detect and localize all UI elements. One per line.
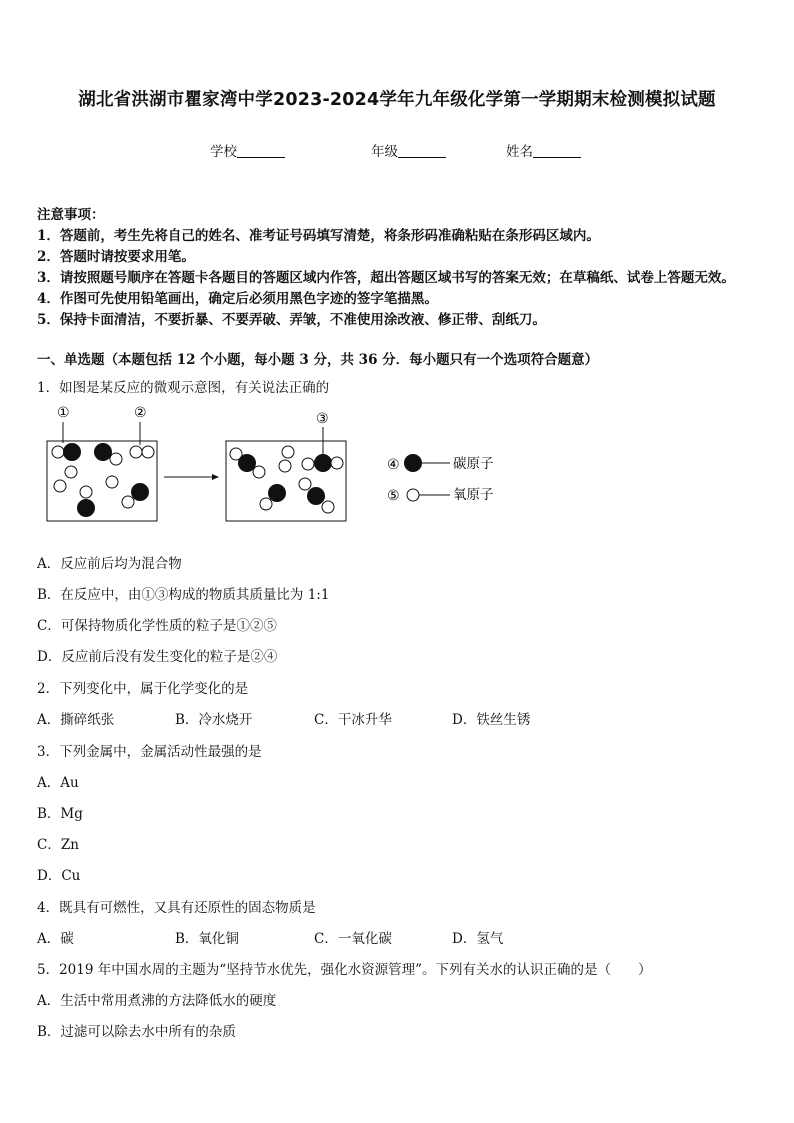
question-4-stem: 4．既具有可燃性，又具有还原性的固态物质是 [37, 900, 316, 916]
legend-carbon-label: 碳原子 [453, 456, 494, 472]
carbon-atom [308, 488, 325, 505]
name-label: 姓名 [506, 144, 533, 160]
label-3: ③ [316, 411, 329, 427]
school-blank[interactable] [237, 143, 285, 158]
question-4-option-a[interactable]: A．碳 [37, 931, 74, 947]
notice-item: 5．保持卡面清洁，不要折暴、不要弄破、弄皱，不准使用涂改液、修正带、刮纸刀。 [37, 312, 546, 328]
question-2-option-d[interactable]: D．铁丝生锈 [452, 712, 531, 728]
page-title: 湖北省洪湖市瞿家湾中学2023-2024学年九年级化学第一学期期末检测模拟试题 [78, 90, 716, 110]
legend-oxygen-label: 氧原子 [453, 487, 494, 503]
carbon-atom [315, 455, 332, 472]
label-2: ② [134, 405, 147, 421]
oxygen-atom [260, 498, 272, 510]
oxygen-atom [299, 478, 311, 490]
carbon-atom [78, 500, 95, 517]
question-1-stem: 1．如图是某反应的微观示意图，有关说法正确的 [37, 380, 330, 396]
grade-label: 年级 [371, 144, 398, 160]
carbon-atom [64, 444, 81, 461]
oxygen-atom [331, 457, 343, 469]
before-molecules [52, 444, 154, 517]
oxygen-atom [322, 501, 334, 513]
oxygen-atom [302, 458, 314, 470]
label-5: ⑤ [387, 488, 400, 504]
arrow-head [212, 474, 219, 480]
question-5-option-b[interactable]: B．过滤可以除去水中所有的杂质 [37, 1024, 236, 1040]
oxygen-atom [110, 453, 122, 465]
carbon-atom [269, 485, 286, 502]
question-1-option-c[interactable]: C．可保持物质化学性质的粒子是①②⑤ [37, 618, 277, 634]
question-5-option-a[interactable]: A．生活中常用煮沸的方法降低水的硬度 [37, 993, 277, 1009]
question-3-option-c[interactable]: C．Zn [37, 837, 79, 853]
reaction-diagram [0, 400, 794, 530]
label-1: ① [57, 405, 70, 421]
oxygen-atom [106, 476, 118, 488]
carbon-atom [239, 455, 256, 472]
question-2-option-c[interactable]: C．干冰升华 [314, 712, 392, 728]
question-1-option-b[interactable]: B．在反应中，由①③构成的物质其质量比为 1:1 [37, 587, 330, 603]
oxygen-atom [122, 496, 134, 508]
oxygen-atom [282, 446, 294, 458]
school-label: 学校 [210, 144, 237, 160]
grade-blank[interactable] [398, 143, 446, 158]
oxygen-atom [130, 446, 142, 458]
legend-oxygen-atom [407, 489, 419, 501]
section-heading: 一、单选题（本题包括 12 个小题，每小题 3 分，共 36 分．每小题只有一个选项符合题意） [37, 352, 599, 368]
question-1-option-a[interactable]: A．反应前后均为混合物 [37, 556, 182, 572]
legend-carbon-atom [405, 455, 422, 472]
notice-item: 3．请按照题号顺序在答题卡各题目的答题区域内作答，超出答题区域书写的答案无效；在草稿纸、试卷上答题无效。 [37, 270, 735, 286]
oxygen-atom [142, 446, 154, 458]
question-2-option-b[interactable]: B．冷水烧开 [175, 712, 253, 728]
question-1-option-d[interactable]: D．反应前后没有发生变化的粒子是②④ [37, 649, 278, 665]
name-blank[interactable] [533, 143, 581, 158]
question-4-option-d[interactable]: D．氢气 [452, 931, 504, 947]
grade-field [371, 140, 446, 160]
question-4-option-c[interactable]: C．一氧化碳 [314, 931, 392, 947]
oxygen-atom [65, 466, 77, 478]
oxygen-atom [279, 460, 291, 472]
question-2-option-a[interactable]: A．撕碎纸张 [37, 712, 115, 728]
notice-item: 1．答题前，考生先将自己的姓名、准考证号码填写清楚，将条形码准确粘贴在条形码区域内。 [37, 228, 600, 244]
label-4: ④ [387, 457, 400, 473]
carbon-atom [132, 484, 149, 501]
notice-heading: 注意事项： [37, 207, 105, 223]
question-3-option-d[interactable]: D．Cu [37, 868, 81, 884]
oxygen-atom [54, 480, 66, 492]
question-3-option-b[interactable]: B．Mg [37, 806, 83, 822]
carbon-atom [95, 444, 112, 461]
question-2-stem: 2．下列变化中，属于化学变化的是 [37, 681, 249, 697]
oxygen-atom [80, 486, 92, 498]
question-5-stem: 5．2019 年中国水周的主题为“坚持节水优先，强化水资源管理”。下列有关水的认识正确的是（ ） [37, 962, 652, 978]
after-molecules [230, 446, 343, 513]
name-field [506, 140, 581, 160]
oxygen-atom [52, 446, 64, 458]
question-4-option-b[interactable]: B．氧化铜 [175, 931, 239, 947]
question-3-option-a[interactable]: A．Au [37, 775, 79, 791]
question-3-stem: 3．下列金属中，金属活动性最强的是 [37, 744, 262, 760]
oxygen-atom [253, 466, 265, 478]
school-field [210, 140, 285, 160]
notice-item: 2．答题时请按要求用笔。 [37, 249, 195, 265]
notice-item: 4．作图可先使用铅笔画出，确定后必须用黑色字迹的签字笔描黑。 [37, 291, 438, 307]
